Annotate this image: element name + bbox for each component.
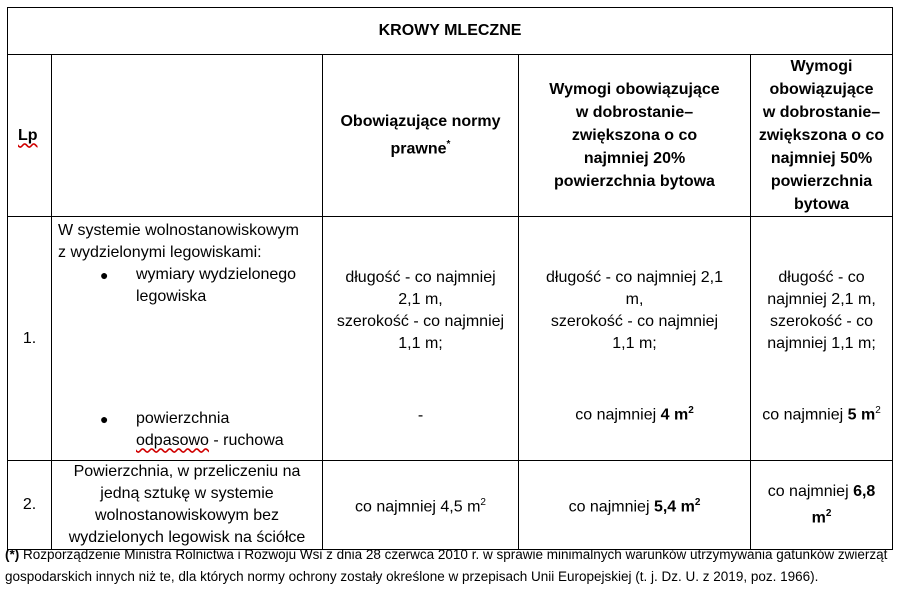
row1-bullet2-word: odpasowo [136,431,209,449]
row1-intro-line: z wydzielonymi legowiskami: [58,243,262,261]
header-20-line: Wymogi obowiązujące [549,81,720,98]
footnote-line1 [5,544,920,566]
table-row [8,217,893,461]
row1-bullet2-rest: - ruchowa [208,431,284,449]
row1-norms-line: 1,1 m; [398,334,443,352]
row1-bullet2-line1: powierzchnia [136,409,230,427]
row2-50pct [751,461,893,550]
header-lp-text: Lp [18,126,38,144]
row1-50-line: najmniej 2,1 m, [767,290,876,308]
header-norms [323,55,519,217]
row1-50pct [751,217,893,461]
header-50-line: powierzchnia [770,173,873,190]
header-norms-line2 [329,133,512,160]
row2-description [52,461,323,550]
header-50-line: obowiązujące [769,81,874,98]
norms-table [7,7,893,550]
row1-20pct [519,217,751,461]
row1-norms-line: szerokość - co najmniej [336,312,505,330]
header-20-line: najmniej 20% [583,150,686,167]
table-row [8,461,893,550]
row1-bullet1-line: legowiska [136,287,207,305]
row2-desc-line: Powierzchnia, w przeliczeniu na [73,463,301,480]
header-50-line: Wymogi [790,58,853,75]
row2-20-exp: 2 [694,496,701,508]
row2-desc-line: jedną sztukę w systemie [100,485,274,502]
row1-lp: 1. [8,217,52,461]
header-20-line: zwiększona o co [571,127,698,144]
row1-bullet1-line: wymiary wydzielonego [136,265,297,283]
row2-norms-value: co najmniej 4,5 m [355,498,481,516]
row2-50-exp: 2 [825,507,832,519]
header-50-line: bytowa [793,196,850,213]
row1-norms [323,217,519,461]
row1-norms-line: długość - co najmniej [345,268,496,286]
row1-50-area-prefix: co najmniej [762,406,848,424]
row1-norms-area: - [417,406,424,424]
header-20-line: powierzchnia bytowa [554,173,715,190]
row1-20-area-value: 4 m [660,406,689,424]
row1-50-area-exp: 2 [875,405,881,417]
row2-50-value: 6,8 m [811,482,876,527]
footnote-mark: (*) [5,547,20,562]
header-blank [52,55,323,217]
header-norms-asterisk: * [446,139,451,151]
header-50pct [751,55,893,217]
row2-norms-exp: 2 [480,496,486,508]
row1-20-line: 1,1 m; [612,334,657,352]
footnote-text1: Rozporządzenie Ministra Rolnictwa i Rozwoju Wsi z dnia 28 czerwca 2010 r. w sprawie minimalnych warunków utrzymywania gatunków zwierząt [19,547,888,562]
bullet-icon: ● [100,410,109,427]
row1-20-line: długość - co najmniej 2,1 [546,268,723,286]
row1-norms-line: 2,1 m, [398,290,443,308]
row2-lp: 2. [8,461,52,550]
row2-desc-line: wolnostanowiskowym bez [94,507,280,524]
header-20-line: w dobrostanie– [575,104,694,121]
row2-desc-line: wydzielonych legowisk na ściółce [68,529,306,546]
row2-50-prefix: co najmniej [767,482,854,500]
row2-20pct [519,461,751,550]
header-norms-line1: Obowiązujące normy [340,113,501,131]
row1-20-area [525,400,744,426]
header-50-line: w dobrostanie– [762,104,881,121]
header-20pct [519,55,751,217]
footnote [5,544,920,588]
header-norms-line2-text: prawne [390,140,447,158]
row2-20-prefix: co najmniej [568,498,654,516]
table-title: KROWY MLECZNE [8,8,893,55]
row1-bullet-dimensions [100,264,316,308]
header-50-line: najmniej 50% [770,150,873,167]
header-50-line: zwiększona o co [758,127,885,144]
header-lp [8,55,52,217]
row1-50-line: szerokość - co [769,312,874,330]
row1-50-area-value: 5 m [847,406,876,424]
row2-20-value: 5,4 m [653,498,695,516]
row2-norms [323,461,519,550]
row1-50-area [757,400,886,426]
bullet-icon: ● [100,266,109,283]
title-row [8,8,893,55]
row1-20-area-prefix: co najmniej [575,406,661,424]
row1-50-line: najmniej 1,1 m; [767,334,876,352]
row1-bullet2-line2 [136,430,284,452]
row1-description [52,217,323,461]
row1-20-line: szerokość - co najmniej [550,312,719,330]
row1-bullet-area [100,408,316,452]
row1-50-line: długość - co [778,268,865,286]
header-row [8,55,893,217]
row1-intro-line: W systemie wolnostanowiskowym [58,221,299,239]
row1-20-area-exp: 2 [688,405,694,417]
footnote-line2: gospodarskich innych niż te, dla których normy ochrony zostały określone w przepisach Unii Europejskiej (t. j. Dz. U. z 2019, poz. 1966). [5,569,819,584]
row1-20-line: m, [625,290,644,308]
